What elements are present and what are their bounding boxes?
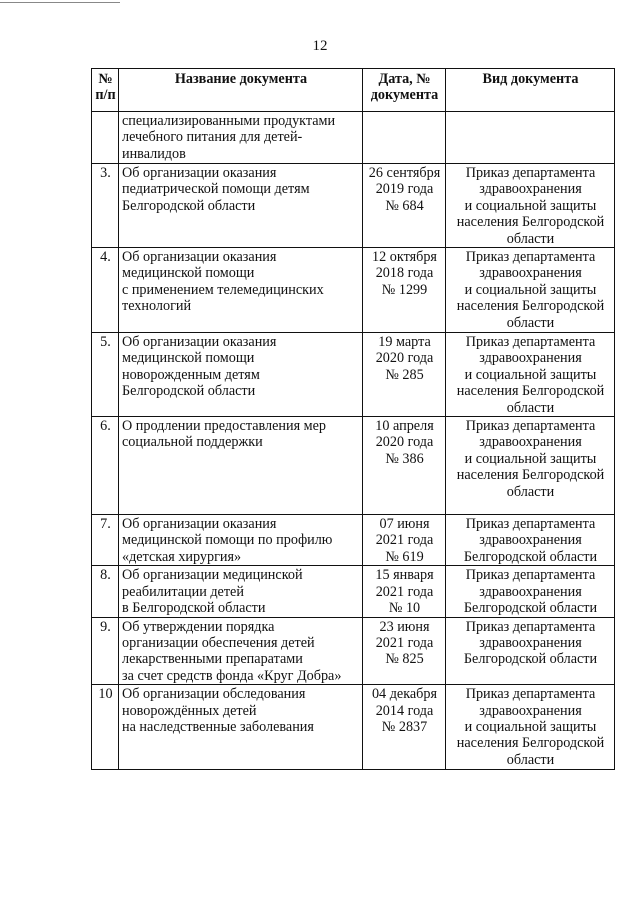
cell-number: 9. <box>92 617 119 685</box>
header-name: Название документа <box>119 69 363 112</box>
cell-document-type: Приказ департамента здравоохранения и социальной защиты населения Белгородской области <box>446 417 615 515</box>
table-row <box>92 164 615 248</box>
cell-date-number: 10 апреля 2020 года № 386 <box>363 417 446 515</box>
cell-document-type: Приказ департамента здравоохранения Белгородской области <box>446 515 615 566</box>
cell-number: 8. <box>92 566 119 617</box>
table-row <box>92 685 615 770</box>
cell-date-number: 12 октября 2018 года № 1299 <box>363 248 446 333</box>
cell-document-name: специализированными продуктами лечебного питания для детей- инвалидов <box>119 112 363 164</box>
cell-number: 5. <box>92 333 119 417</box>
cell-document-type: Приказ департамента здравоохранения и социальной защиты населения Белгородской области <box>446 248 615 333</box>
cell-date-number: 23 июня 2021 года № 825 <box>363 617 446 685</box>
cell-date-number: 26 сентября 2019 года № 684 <box>363 164 446 248</box>
top-edge-line <box>0 2 120 3</box>
cell-number <box>92 112 119 164</box>
table-row <box>92 248 615 333</box>
table-row <box>92 112 615 164</box>
table-row <box>92 417 615 515</box>
page-number: 12 <box>312 38 328 54</box>
cell-number: 3. <box>92 164 119 248</box>
cell-document-type: Приказ департамента здравоохранения Белгородской области <box>446 566 615 617</box>
cell-document-name: Об организации оказания медицинской помощи по профилю «детская хирургия» <box>119 515 363 566</box>
cell-document-name: О продлении предоставления мер социальной поддержки <box>119 417 363 515</box>
table-row <box>92 617 615 685</box>
cell-document-name: Об организации оказания педиатрической помощи детям Белгородской области <box>119 164 363 248</box>
cell-number: 10 <box>92 685 119 770</box>
cell-date-number: 04 декабря 2014 года № 2837 <box>363 685 446 770</box>
cell-document-name: Об организации оказания медицинской помощи новорожденным детям Белгородской области <box>119 333 363 417</box>
cell-document-type: Приказ департамента здравоохранения и социальной защиты населения Белгородской области <box>446 333 615 417</box>
table-row <box>92 333 615 417</box>
table-row <box>92 515 615 566</box>
cell-document-type: Приказ департамента здравоохранения Белгородской области <box>446 617 615 685</box>
cell-document-name: Об утверждении порядка организации обеспечения детей лекарственными препаратами за счет средств фонда «Круг Добра» <box>119 617 363 685</box>
cell-document-type: Приказ департамента здравоохранения и социальной защиты населения Белгородской области <box>446 685 615 770</box>
cell-document-name: Об организации медицинской реабилитации детей в Белгородской области <box>119 566 363 617</box>
header-type: Вид документа <box>446 69 615 112</box>
header-num: № п/п <box>92 69 119 112</box>
documents-table <box>91 68 615 770</box>
cell-date-number: 15 января 2021 года № 10 <box>363 566 446 617</box>
cell-document-type: Приказ департамента здравоохранения и социальной защиты населения Белгородской области <box>446 164 615 248</box>
cell-number: 7. <box>92 515 119 566</box>
table-row <box>92 566 615 617</box>
cell-document-type <box>446 112 615 164</box>
cell-date-number: 07 июня 2021 года № 619 <box>363 515 446 566</box>
table-header-row <box>92 69 615 112</box>
cell-document-name: Об организации оказания медицинской помощи с применением телемедицинских технологий <box>119 248 363 333</box>
cell-document-name: Об организации обследования новорождённых детей на наследственные заболевания <box>119 685 363 770</box>
cell-number: 6. <box>92 417 119 515</box>
cell-date-number <box>363 112 446 164</box>
header-date: Дата, № документа <box>363 69 446 112</box>
cell-number: 4. <box>92 248 119 333</box>
cell-date-number: 19 марта 2020 года № 285 <box>363 333 446 417</box>
